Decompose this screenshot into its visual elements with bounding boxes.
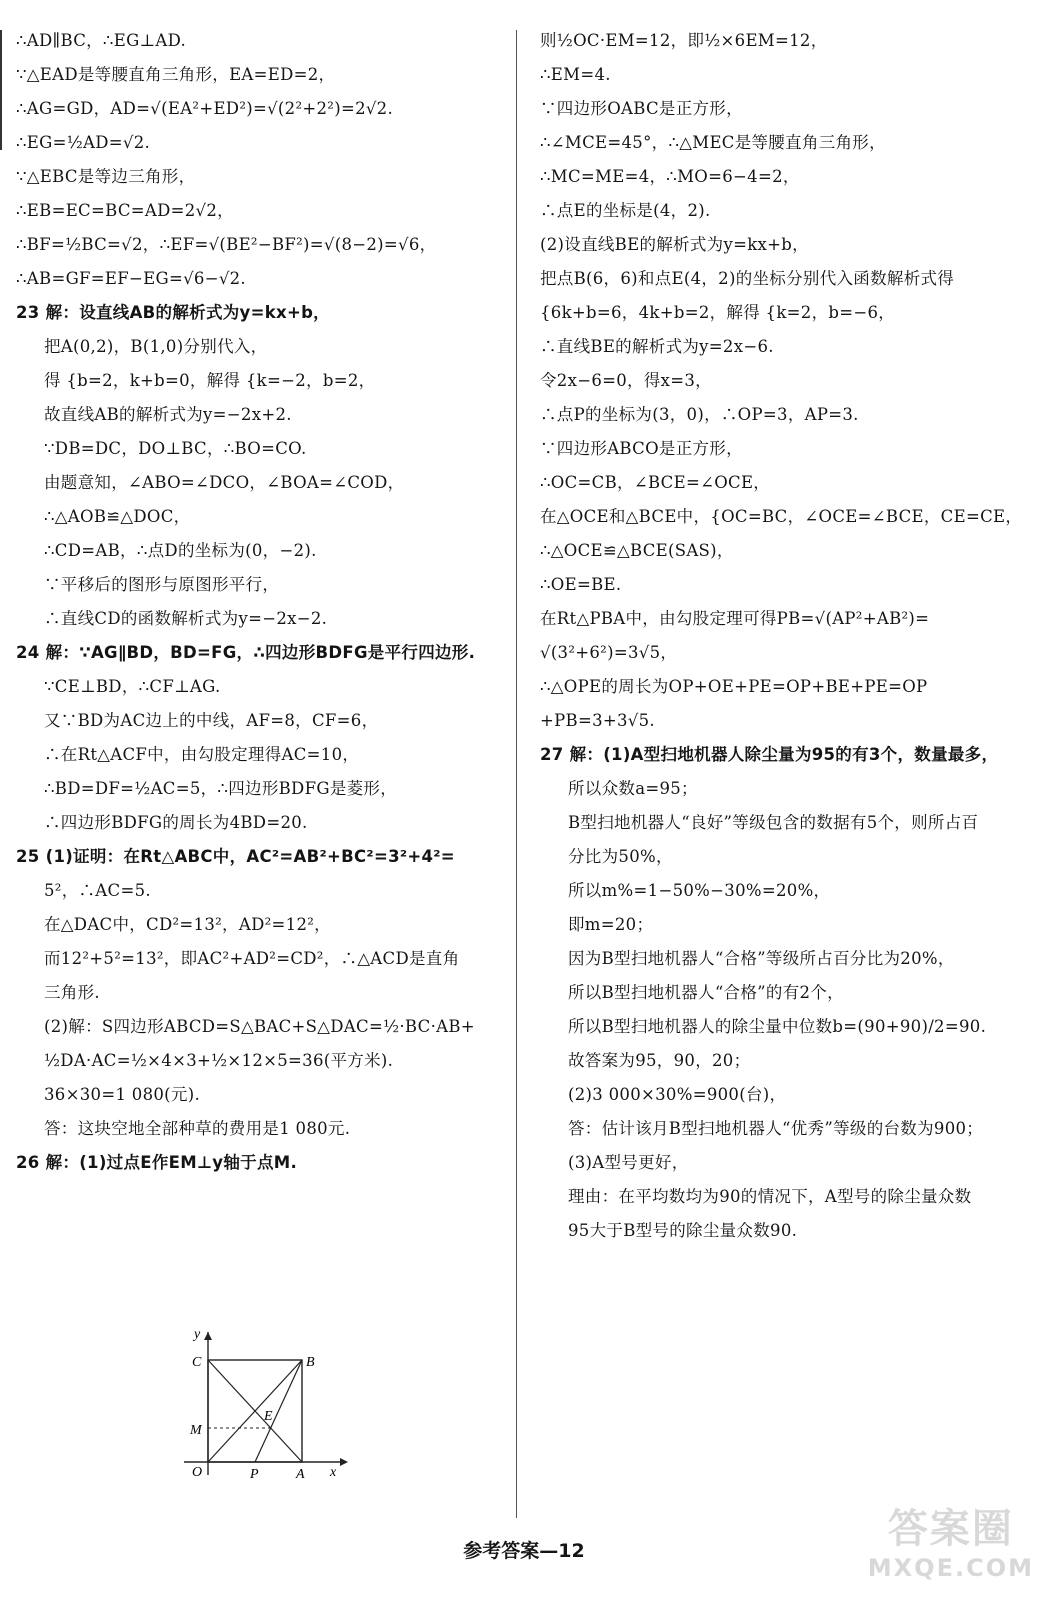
text-line: ∴四边形BDFG的周长为4BD=20. xyxy=(44,813,308,832)
text-line: ∵DB=DC，DO⊥BC，∴BO=CO. xyxy=(44,439,307,458)
text-line: ∴BD=DF=½AC=5，∴四边形BDFG是菱形， xyxy=(44,779,398,798)
text-line: 所以B型扫地机器人“合格”的有2个， xyxy=(568,983,844,1002)
point-c-label: C xyxy=(192,1355,202,1370)
equation-system-line: 得 {b=2，k+b=0，解得 {k=−2，b=2， xyxy=(44,371,376,390)
text-line: (3)A型号更好， xyxy=(568,1153,689,1172)
text-line: ∴点P的坐标为(3，0)，∴OP=3，AP=3. xyxy=(540,405,859,424)
text-line: ∴AB=GF=EF−EG=√6−√2. xyxy=(16,269,246,288)
page-edge-line xyxy=(0,30,2,150)
text-line: ∵平移后的图形与原图形平行， xyxy=(44,575,280,594)
text-line: B型扫地机器人“良好”等级包含的数据有5个，则所占百 xyxy=(568,813,979,832)
text-line: 而12²+5²=13²，即AC²+AD²=CD²，∴△ACD是直角 xyxy=(44,949,460,968)
text-line: 所以m%=1−50%−30%=20%， xyxy=(568,881,831,900)
text-line: 5²，∴AC=5. xyxy=(44,881,151,900)
text-line: ∴OE=BE. xyxy=(540,575,622,594)
equation-system-line: 在△OCE和△BCE中，{OC=BC，∠OCE=∠BCE，CE=CE， xyxy=(540,507,1023,526)
text-line: 三角形. xyxy=(44,983,100,1002)
point-e-label: E xyxy=(264,1409,273,1424)
question-24-heading: 24 解：∵AG∥BD，BD=FG，∴四边形BDFG是平行四边形. xyxy=(16,643,476,662)
right-column xyxy=(540,24,1032,1248)
watermark-title: 答案圈 xyxy=(887,1506,1014,1552)
text-line: 即m=20； xyxy=(568,915,654,934)
point-p-label: P xyxy=(250,1467,259,1480)
text-line: ∵四边形OABC是正方形， xyxy=(540,99,743,118)
text-line: 分比为50%， xyxy=(568,847,673,866)
text-line: ∴MC=ME=4，∴MO=6−4=2， xyxy=(540,167,800,186)
text-line: 在△DAC中，CD²=13²，AD²=12²， xyxy=(44,915,331,934)
text-line: ∵△EAD是等腰直角三角形，EA=ED=2， xyxy=(16,65,336,84)
text-line: 把点B(6，6)和点E(4，2)的坐标分别代入函数解析式得 xyxy=(540,269,955,288)
text-line: ∴在Rt△ACF中，由勾股定理得AC=10， xyxy=(44,745,360,764)
text-line: ∴AD∥BC，∴EG⊥AD. xyxy=(16,31,187,50)
point-o-label: O xyxy=(192,1465,203,1480)
segment-pb xyxy=(255,1360,302,1462)
text-line: ∵CE⊥BD，∴CF⊥AG. xyxy=(44,677,221,696)
text-line: ∴OC=CB，∠BCE=∠OCE， xyxy=(540,473,771,492)
question-25-heading: 25 (1)证明：在Rt△ABC中，AC²=AB²+BC²=3²+4²= xyxy=(16,847,455,866)
equation-system-line: {6k+b=6，4k+b=2，解得 {k=2，b=−6， xyxy=(540,303,896,322)
text-line: 95大于B型号的除尘量众数90. xyxy=(568,1221,798,1240)
text-line: ∴EG=½AD=√2. xyxy=(16,133,151,152)
text-line: 令2x−6=0，得x=3， xyxy=(540,371,712,390)
point-m-label: M xyxy=(190,1423,202,1438)
text-line: ∵四边形ABCO是正方形， xyxy=(540,439,743,458)
text-line: 理由：在平均数均为90的情况下，A型号的除尘量众数 xyxy=(568,1187,972,1206)
text-line: 36×30=1 080(元). xyxy=(44,1085,200,1104)
text-line: ∵△EBC是等边三角形， xyxy=(16,167,196,186)
text-line: 故直线AB的解析式为y=−2x+2. xyxy=(44,405,292,424)
y-axis-arrow xyxy=(204,1332,212,1340)
text-line: 因为B型扫地机器人“合格”等级所占百分比为20%， xyxy=(568,949,955,968)
text-line: 在Rt△PBA中，由勾股定理可得PB=√(AP²+AB²)= xyxy=(540,609,930,628)
text-line: ∴直线CD的函数解析式为y=−2x−2. xyxy=(44,609,328,628)
text-line: 则½OC·EM=12，即½×6EM=12， xyxy=(540,31,828,50)
text-line: ∴∠MCE=45°，∴△MEC是等腰直角三角形， xyxy=(540,133,886,152)
text-line: (2)设直线BE的解析式为y=kx+b， xyxy=(540,235,809,254)
text-line: ∴△OPE的周长为OP+OE+PE=OP+BE+PE=OP xyxy=(540,677,928,696)
text-line: 答：估计该月B型扫地机器人“优秀”等级的台数为900； xyxy=(568,1119,984,1138)
square-geometry-figure xyxy=(184,1330,354,1480)
text-line: ½DA·AC=½×4×3+½×12×5=36(平方米). xyxy=(44,1051,394,1070)
y-axis-label: y xyxy=(194,1330,201,1342)
text-line: 由题意知，∠ABO=∠DCO，∠BOA=∠COD， xyxy=(44,473,405,492)
text-line: ∴AG=GD，AD=√(EA²+ED²)=√(2²+2²)=2√2. xyxy=(16,99,394,118)
text-line: √(3²+6²)=3√5， xyxy=(540,643,678,662)
left-column xyxy=(16,24,500,1180)
column-divider xyxy=(516,30,517,1518)
question-26-heading: 26 解：(1)过点E作EM⊥y轴于点M. xyxy=(16,1153,298,1172)
text-line: (2)解：S四边形ABCD=S△BAC+S△DAC=½·BC·AB+ xyxy=(44,1017,475,1036)
point-b-label: B xyxy=(306,1355,315,1370)
text-line: ∴点E的坐标是(4，2). xyxy=(540,201,711,220)
x-axis-arrow xyxy=(340,1458,348,1466)
text-line: 所以众数a=95； xyxy=(568,779,698,798)
text-line: ∴EM=4. xyxy=(540,65,611,84)
text-line: (2)3 000×30%=900(台)， xyxy=(568,1085,787,1104)
text-line: 把A(0,2)，B(1,0)分别代入， xyxy=(44,337,268,356)
watermark xyxy=(868,1497,1034,1582)
text-line: +PB=3+3√5. xyxy=(540,711,655,730)
question-23-heading: 23 解：设直线AB的解析式为y=kx+b， xyxy=(16,303,330,322)
text-line: ∴CD=AB，∴点D的坐标为(0，−2). xyxy=(44,541,317,560)
x-axis-label: x xyxy=(330,1465,337,1480)
text-line: 又∵BD为AC边上的中线，AF=8，CF=6， xyxy=(44,711,379,730)
text-line: ∴△OCE≌△BCE(SAS)， xyxy=(540,541,734,560)
point-a-label: A xyxy=(296,1467,305,1480)
page-footer: 参考答案—12 xyxy=(463,1540,585,1562)
text-line: ∴直线BE的解析式为y=2x−6. xyxy=(540,337,774,356)
text-line: 故答案为95，90，20； xyxy=(568,1051,751,1070)
text-line: ∴BF=½BC=√2，∴EF=√(BE²−BF²)=√(8−2)=√6， xyxy=(16,235,437,254)
text-line: 答：这块空地全部种草的费用是1 080元. xyxy=(44,1119,351,1138)
text-line: 所以B型扫地机器人的除尘量中位数b=(90+90)/2=90. xyxy=(568,1017,987,1036)
text-line: ∴EB=EC=BC=AD=2√2， xyxy=(16,201,234,220)
watermark-url: MXQE.COM xyxy=(867,1554,1034,1582)
text-line: ∴△AOB≌△DOC， xyxy=(44,507,191,526)
question-27-heading: 27 解：(1)A型扫地机器人除尘量为95的有3个，数量最多， xyxy=(540,745,999,764)
